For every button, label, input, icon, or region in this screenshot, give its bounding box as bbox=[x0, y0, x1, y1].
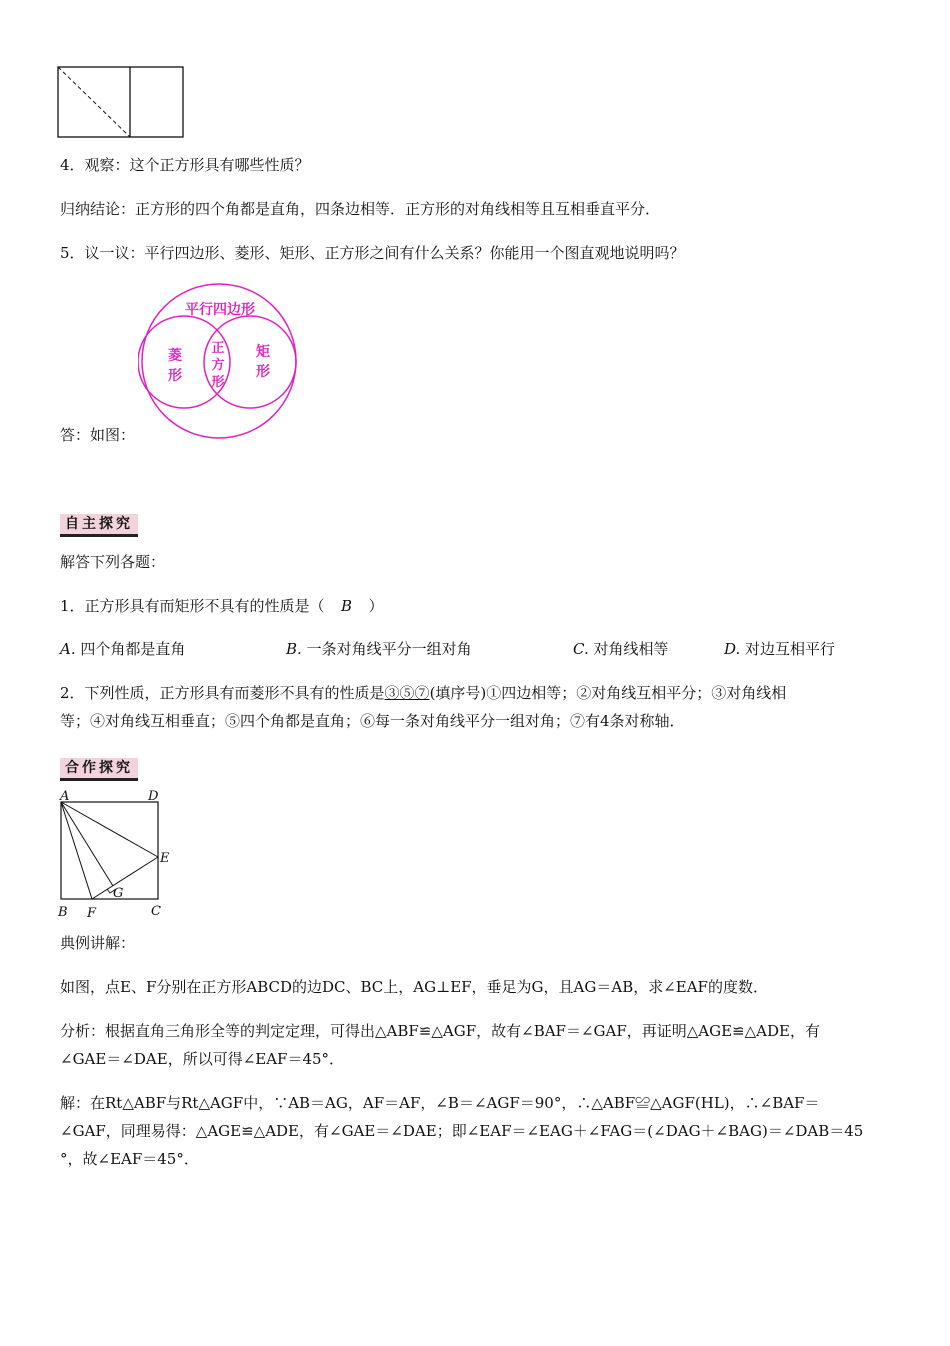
segment-ag bbox=[61, 802, 113, 886]
label-a: A bbox=[60, 790, 70, 804]
solution-line-1: 解：在Rt△ABF与Rt△AGF中，∵AB＝AG，AF＝AF，∠B＝∠AGF＝90°，∴△ABF≌△AGF(HL)，∴∠BAF＝ bbox=[60, 1094, 820, 1112]
q1-option-a-text: 四个角都是直角 bbox=[80, 640, 186, 658]
folded-square-figure bbox=[56, 64, 188, 140]
square-abcd bbox=[61, 802, 158, 899]
analysis-line-1: 分析：根据直角三角形全等的判定定理，可得出△ABF≌△AGF，故有∠BAF＝∠GAF，再证明△AGE≌△ADE，有 bbox=[60, 1022, 820, 1040]
q1-option-a-letter: A. bbox=[60, 640, 76, 658]
q1-option-b-letter: B. bbox=[286, 640, 302, 658]
q1-option-b bbox=[286, 639, 472, 659]
label-d: D bbox=[148, 790, 159, 804]
dashed-diagonal bbox=[58, 67, 130, 137]
coop-explore-banner: 合作探究 bbox=[60, 758, 138, 781]
q2-line-1 bbox=[60, 683, 786, 703]
venn-center-label-3: 形 bbox=[211, 375, 225, 390]
q1-answer: B bbox=[341, 597, 353, 615]
self-explore-banner: 自主探究 bbox=[60, 514, 138, 537]
venn-center-label-1: 正 bbox=[211, 341, 225, 356]
q1-option-c-letter: C. bbox=[573, 640, 589, 658]
venn-outer-label: 平行四边形 bbox=[185, 302, 255, 318]
example-label: 典例讲解： bbox=[60, 934, 136, 952]
q1-stem: 1．正方形具有而矩形不具有的性质是（ bbox=[60, 597, 325, 615]
venn-right-label-2: 形 bbox=[256, 364, 270, 380]
q4-conclusion: 归纳结论：正方形的四个角都是直角，四条边相等．正方形的对角线相等且互相垂直平分． bbox=[60, 200, 661, 218]
q1-option-c bbox=[573, 639, 669, 659]
q2-line-2: 等；④对角线互相垂直；⑤四个角都是直角；⑥每一条对角线平分一组对角；⑦有4条对称轴． bbox=[60, 712, 685, 730]
venn-left-label-1: 菱 bbox=[168, 348, 182, 364]
example-problem: 如图，点E、F分别在正方形ABCD的边DC、BC上，AG⊥EF，垂足为G，且AG＝AB，求∠EAF的度数． bbox=[60, 978, 768, 996]
q1-option-a bbox=[60, 639, 185, 659]
self-explore-intro: 解答下列各题： bbox=[60, 553, 166, 571]
venn-left-label-2: 形 bbox=[168, 368, 182, 384]
label-c: C bbox=[151, 904, 161, 919]
q1-option-d-text: 对边互相平行 bbox=[745, 640, 836, 658]
label-e: E bbox=[160, 851, 170, 866]
label-f: F bbox=[87, 906, 97, 921]
quadrilateral-venn-diagram bbox=[138, 280, 302, 440]
solution-line-2: ∠GAF，同理易得：△AGE≌△ADE，有∠GAE＝∠DAE；即∠EAF＝∠EAG＋∠FAG＝(∠DAG＋∠BAG)＝∠DAB＝45 bbox=[60, 1122, 864, 1140]
q2-answer: ③⑤⑦ bbox=[384, 684, 430, 702]
segment-ef bbox=[92, 857, 158, 899]
q1-option-d bbox=[724, 639, 835, 659]
venn-center-label-2: 方 bbox=[211, 358, 225, 373]
q2-stem: 2．下列性质，正方形具有而菱形不具有的性质是 bbox=[60, 684, 385, 702]
analysis-line-2: ∠GAE＝∠DAE，所以可得∠EAF＝45°． bbox=[60, 1050, 345, 1068]
outer-rectangle bbox=[58, 67, 183, 137]
q1-option-d-letter: D. bbox=[724, 640, 741, 658]
q5-prompt: 5．议一议：平行四边形、菱形、矩形、正方形之间有什么关系？你能用一个图直观地说明吗？ bbox=[60, 244, 685, 262]
q2-rest-1: (填序号)①四边相等；②对角线互相平分；③对角线相 bbox=[429, 684, 787, 702]
q4-prompt: 4．观察：这个正方形具有哪些性质？ bbox=[60, 156, 310, 174]
q1-line bbox=[60, 596, 384, 616]
q5-answer-label: 答：如图： bbox=[60, 426, 136, 444]
q1-option-c-text: 对角线相等 bbox=[593, 640, 669, 658]
q1-close: ） bbox=[368, 597, 384, 615]
square-abcd-figure bbox=[52, 790, 182, 922]
venn-right-label-1: 矩 bbox=[256, 344, 270, 360]
label-g: G bbox=[113, 886, 124, 901]
solution-line-3: °，故∠EAF＝45°． bbox=[60, 1150, 199, 1168]
label-b: B bbox=[58, 905, 68, 920]
q1-option-b-text: 一条对角线平分一组对角 bbox=[306, 640, 472, 658]
